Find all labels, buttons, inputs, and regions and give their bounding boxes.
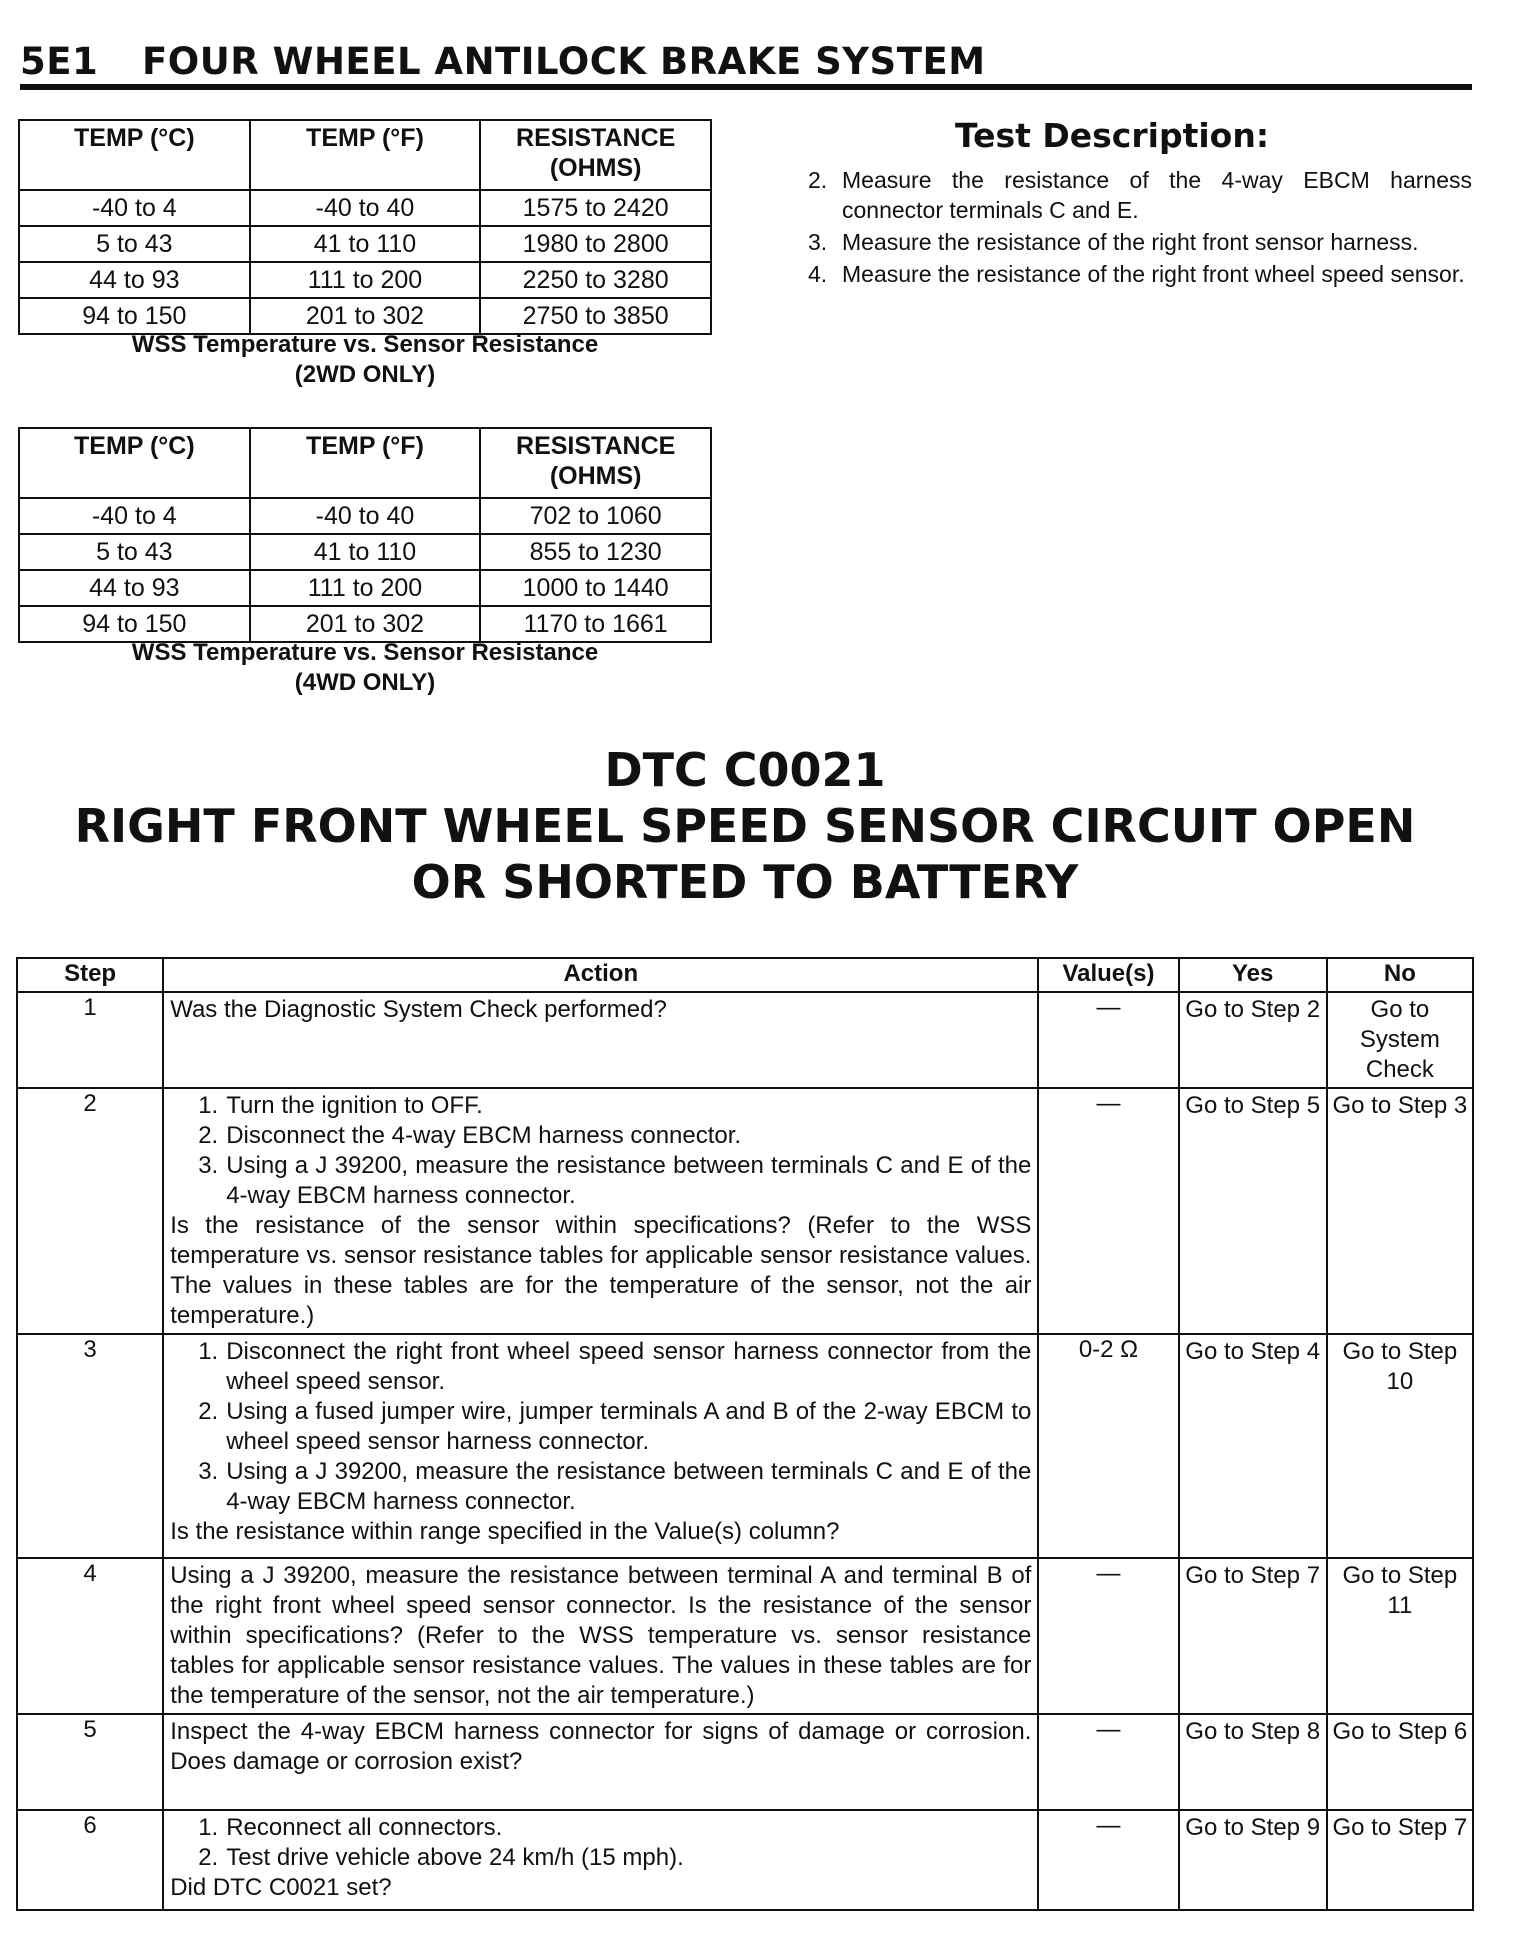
item-number: 2. bbox=[808, 167, 828, 193]
wss-table-2wd bbox=[18, 119, 712, 335]
value-cell: — bbox=[1038, 1088, 1178, 1334]
table-row bbox=[19, 298, 711, 334]
yes-cell: Go to Step 9 bbox=[1179, 1810, 1327, 1910]
table-row bbox=[19, 190, 711, 226]
table-row bbox=[19, 534, 711, 570]
header-resistance: RESISTANCE (OHMS) bbox=[480, 120, 711, 190]
step-number: 4 bbox=[17, 1558, 163, 1714]
item-text: Disconnect the 4-way EBCM harness connector. bbox=[226, 1122, 742, 1149]
list-item bbox=[198, 1337, 1031, 1397]
item-text: Measure the resistance of the 4-way EBCM harness connector terminals C and E. bbox=[842, 167, 1472, 223]
item-number: 1. bbox=[198, 1814, 219, 1841]
step-number: 6 bbox=[17, 1810, 163, 1910]
item-text: Measure the resistance of the right front sensor harness. bbox=[842, 229, 1419, 255]
cell-resistance: 702 to 1060 bbox=[480, 498, 711, 534]
cell-resistance: 1000 to 1440 bbox=[480, 570, 711, 606]
table-row bbox=[19, 262, 711, 298]
table-row bbox=[17, 1334, 1473, 1558]
item-number: 2. bbox=[198, 1844, 219, 1871]
table-row bbox=[17, 1088, 1473, 1334]
table-row bbox=[17, 992, 1473, 1088]
item-number: 2. bbox=[198, 1122, 219, 1149]
header-yes: Yes bbox=[1179, 958, 1327, 992]
yes-cell: Go to Step 8 bbox=[1179, 1714, 1327, 1810]
caption-title: WSS Temperature vs. Sensor Resistance bbox=[131, 639, 599, 666]
action-question: Using a J 39200, measure the resistance between terminal A and terminal B of the right front wheel speed sensor connector. Is the resistance of the sensor within specifications? (Refer to the WSS temperature vs. sensor resistance tables for applicable sensor resistance values. The values in these tables are for the temperature of the sensor, not the air temperature.) bbox=[170, 1562, 1032, 1709]
action-cell bbox=[163, 1714, 1038, 1810]
action-cell bbox=[163, 1088, 1038, 1334]
header-temp-f: TEMP (°F) bbox=[250, 120, 481, 190]
action-question: Was the Diagnostic System Check performed? bbox=[170, 996, 667, 1023]
test-description bbox=[802, 116, 1472, 291]
item-text: Using a fused jumper wire, jumper terminals A and B of the 2-way EBCM to wheel speed sensor harness connector. bbox=[226, 1398, 1032, 1455]
action-steps bbox=[170, 1091, 1031, 1211]
item-text: Using a J 39200, measure the resistance between terminals C and E of the 4-way EBCM harness connector. bbox=[226, 1152, 1032, 1209]
dtc-title bbox=[0, 742, 1490, 910]
wss-caption-2wd bbox=[18, 330, 712, 390]
item-number: 3. bbox=[198, 1458, 219, 1485]
cell-temp-c: -40 to 4 bbox=[19, 190, 250, 226]
cell-temp-c: 5 to 43 bbox=[19, 226, 250, 262]
action-question: Inspect the 4-way EBCM harness connector for signs of damage or corrosion. Does damage or corrosion exist? bbox=[170, 1718, 1032, 1775]
cell-temp-f: 201 to 302 bbox=[250, 298, 481, 334]
item-text: Test drive vehicle above 24 km/h (15 mph). bbox=[226, 1844, 684, 1871]
item-number: 3. bbox=[808, 229, 828, 255]
action-cell bbox=[163, 1558, 1038, 1714]
cell-resistance: 2750 to 3850 bbox=[480, 298, 711, 334]
cell-temp-f: -40 to 40 bbox=[250, 498, 481, 534]
wss-table-4wd bbox=[18, 427, 712, 643]
action-cell bbox=[163, 1810, 1038, 1910]
step-number: 1 bbox=[17, 992, 163, 1088]
table-row bbox=[19, 498, 711, 534]
cell-temp-f: 201 to 302 bbox=[250, 606, 481, 642]
cell-temp-f: 111 to 200 bbox=[250, 262, 481, 298]
header-temp-c: TEMP (°C) bbox=[19, 120, 250, 190]
cell-temp-c: 94 to 150 bbox=[19, 606, 250, 642]
value-cell: 0-2 Ω bbox=[1038, 1334, 1178, 1558]
no-cell: Go to Step 7 bbox=[1327, 1810, 1473, 1910]
step-number: 3 bbox=[17, 1334, 163, 1558]
table-row bbox=[19, 570, 711, 606]
no-cell: Go to System Check bbox=[1327, 992, 1473, 1088]
test-description-list bbox=[802, 165, 1472, 289]
list-item bbox=[802, 227, 1472, 257]
item-number: 1. bbox=[198, 1092, 219, 1119]
action-question: Is the resistance within range specified in the Value(s) column? bbox=[170, 1518, 840, 1545]
yes-cell: Go to Step 5 bbox=[1179, 1088, 1327, 1334]
header-no: No bbox=[1327, 958, 1473, 992]
caption-subtitle: (2WD ONLY) bbox=[294, 361, 436, 388]
header-values: Value(s) bbox=[1038, 958, 1178, 992]
item-text: Turn the ignition to OFF. bbox=[226, 1092, 483, 1119]
item-number: 1. bbox=[198, 1338, 219, 1365]
action-question: Is the resistance of the sensor within specifications? (Refer to the WSS temperature vs. sensor resistance tables for applicable sensor resistance values. The values in these tables are for the temperature of the sensor, not the air temperature.) bbox=[170, 1212, 1032, 1329]
item-text: Using a J 39200, measure the resistance between terminals C and E of the 4-way EBCM harness connector. bbox=[226, 1458, 1032, 1515]
page-header bbox=[20, 34, 1472, 90]
section-code: 5E1 bbox=[20, 40, 99, 83]
cell-temp-c: 94 to 150 bbox=[19, 298, 250, 334]
step-number: 2 bbox=[17, 1088, 163, 1334]
item-text: Reconnect all connectors. bbox=[226, 1814, 503, 1841]
list-item bbox=[198, 1813, 1031, 1843]
table-row bbox=[17, 1714, 1473, 1810]
table-row bbox=[17, 1558, 1473, 1714]
item-text: Measure the resistance of the right front wheel speed sensor. bbox=[842, 261, 1465, 287]
test-description-heading: Test Description: bbox=[954, 116, 1270, 155]
no-cell: Go to Step 3 bbox=[1327, 1088, 1473, 1334]
table-row bbox=[19, 606, 711, 642]
dtc-description-line2: OR SHORTED TO BATTERY bbox=[411, 855, 1079, 909]
yes-cell: Go to Step 7 bbox=[1179, 1558, 1327, 1714]
cell-temp-f: -40 to 40 bbox=[250, 190, 481, 226]
cell-resistance: 1980 to 2800 bbox=[480, 226, 711, 262]
table-row bbox=[19, 226, 711, 262]
header-temp-c: TEMP (°C) bbox=[19, 428, 250, 498]
cell-temp-f: 41 to 110 bbox=[250, 534, 481, 570]
item-text: Disconnect the right front wheel speed sensor harness connector from the wheel speed sensor. bbox=[226, 1338, 1032, 1395]
wss-caption-4wd bbox=[18, 638, 712, 698]
no-cell: Go to Step 11 bbox=[1327, 1558, 1473, 1714]
cell-temp-c: 5 to 43 bbox=[19, 534, 250, 570]
no-cell: Go to Step 10 bbox=[1327, 1334, 1473, 1558]
no-cell: Go to Step 6 bbox=[1327, 1714, 1473, 1810]
cell-temp-c: 44 to 93 bbox=[19, 570, 250, 606]
cell-resistance: 2250 to 3280 bbox=[480, 262, 711, 298]
caption-title: WSS Temperature vs. Sensor Resistance bbox=[131, 331, 599, 358]
list-item bbox=[198, 1121, 1031, 1151]
list-item bbox=[802, 165, 1472, 225]
table-row bbox=[17, 1810, 1473, 1910]
item-number: 2. bbox=[198, 1398, 219, 1425]
diagnostic-table bbox=[16, 957, 1474, 1911]
list-item bbox=[198, 1091, 1031, 1121]
cell-resistance: 1170 to 1661 bbox=[480, 606, 711, 642]
value-cell: — bbox=[1038, 1558, 1178, 1714]
cell-temp-f: 41 to 110 bbox=[250, 226, 481, 262]
action-cell bbox=[163, 1334, 1038, 1558]
cell-temp-c: -40 to 4 bbox=[19, 498, 250, 534]
dtc-description-line1: RIGHT FRONT WHEEL SPEED SENSOR CIRCUIT OPEN bbox=[74, 799, 1416, 853]
action-question: Did DTC C0021 set? bbox=[170, 1874, 392, 1901]
value-cell: — bbox=[1038, 1810, 1178, 1910]
header-resistance: RESISTANCE (OHMS) bbox=[480, 428, 711, 498]
list-item bbox=[802, 259, 1472, 289]
list-item bbox=[198, 1457, 1031, 1517]
header-step: Step bbox=[17, 958, 163, 992]
step-number: 5 bbox=[17, 1714, 163, 1810]
value-cell: — bbox=[1038, 1714, 1178, 1810]
caption-subtitle: (4WD ONLY) bbox=[294, 669, 436, 696]
cell-temp-f: 111 to 200 bbox=[250, 570, 481, 606]
yes-cell: Go to Step 2 bbox=[1179, 992, 1327, 1088]
list-item bbox=[198, 1843, 1031, 1873]
cell-resistance: 855 to 1230 bbox=[480, 534, 711, 570]
action-steps bbox=[170, 1337, 1031, 1517]
list-item bbox=[198, 1151, 1031, 1211]
yes-cell: Go to Step 4 bbox=[1179, 1334, 1327, 1558]
item-number: 3. bbox=[198, 1152, 219, 1179]
cell-resistance: 1575 to 2420 bbox=[480, 190, 711, 226]
value-cell: — bbox=[1038, 992, 1178, 1088]
action-cell bbox=[163, 992, 1038, 1088]
action-steps bbox=[170, 1813, 1031, 1873]
list-item bbox=[198, 1397, 1031, 1457]
cell-temp-c: 44 to 93 bbox=[19, 262, 250, 298]
header-temp-f: TEMP (°F) bbox=[250, 428, 481, 498]
section-title: FOUR WHEEL ANTILOCK BRAKE SYSTEM bbox=[142, 40, 986, 83]
dtc-code: DTC C0021 bbox=[604, 743, 886, 797]
header-action: Action bbox=[163, 958, 1038, 992]
item-number: 4. bbox=[808, 261, 828, 287]
